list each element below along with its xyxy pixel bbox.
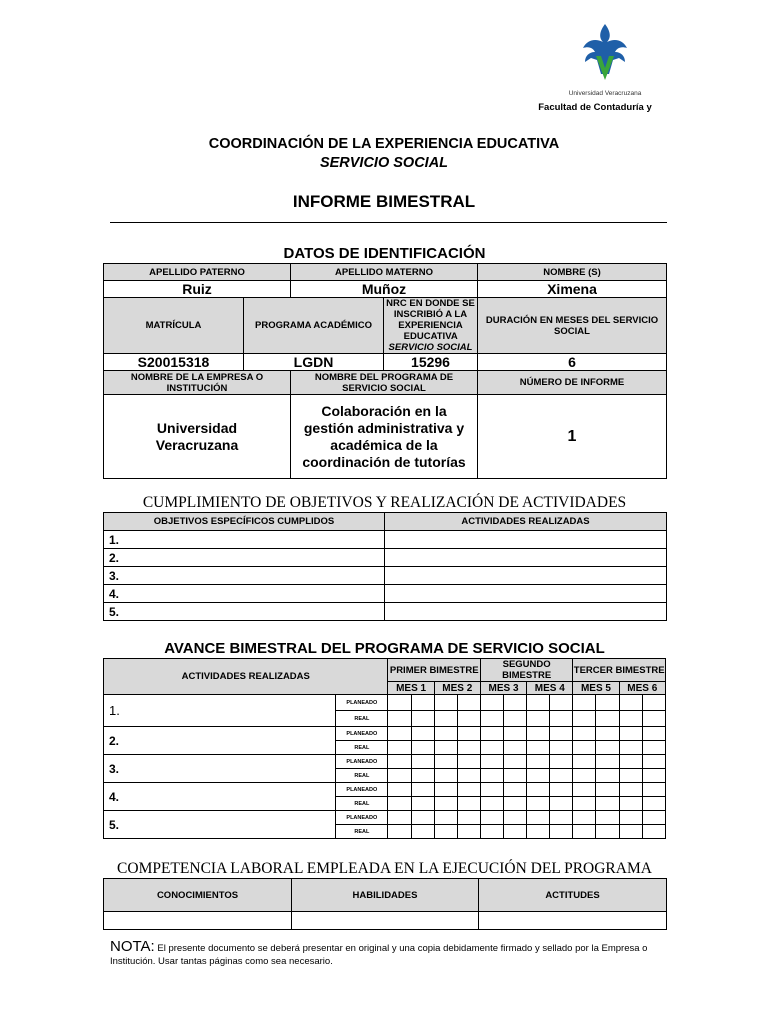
bimester-1-header: PRIMER BIMESTRE <box>388 659 480 682</box>
progress-week-cell <box>573 711 596 727</box>
progress-week-cell <box>573 811 596 825</box>
progress-week-cell <box>388 797 411 811</box>
planned-label: PLANEADO <box>336 727 388 741</box>
progress-week-cell <box>411 825 434 839</box>
progress-week-cell <box>411 755 434 769</box>
university-emblem-icon <box>577 22 633 84</box>
progress-week-cell <box>619 755 642 769</box>
progress-row <box>104 755 666 769</box>
progress-week-cell <box>550 783 573 797</box>
competence-table <box>103 878 667 930</box>
progress-week-cell <box>619 727 642 741</box>
progress-week-cell <box>388 695 411 711</box>
progress-week-cell <box>527 741 550 755</box>
progress-week-cell <box>388 711 411 727</box>
label-empresa: NOMBRE DE LA EMPRESA O INSTITUCIÓN <box>104 371 291 395</box>
competence-knowledge-cell <box>104 912 292 930</box>
progress-week-cell <box>434 711 457 727</box>
progress-week-cell <box>480 711 503 727</box>
progress-week-cell <box>388 811 411 825</box>
progress-week-cell <box>457 811 480 825</box>
progress-week-cell <box>480 695 503 711</box>
progress-week-cell <box>480 811 503 825</box>
progress-week-cell <box>480 727 503 741</box>
progress-week-cell <box>619 825 642 839</box>
progress-week-cell <box>480 741 503 755</box>
objective-activity-cell <box>385 603 667 621</box>
progress-week-cell <box>642 825 665 839</box>
report-title: INFORME BIMESTRAL <box>292 192 476 211</box>
progress-week-cell <box>596 755 619 769</box>
competence-skills-cell <box>292 912 479 930</box>
month-5-header: MES 5 <box>573 682 619 695</box>
planned-label: PLANEADO <box>336 783 388 797</box>
value-numero-informe: 1 <box>478 395 667 479</box>
label-nombre: NOMBRE (S) <box>478 264 667 281</box>
value-programa-ss: Colaboración en la gestión administrativa y académica de la coordinación de tutorías <box>291 395 478 479</box>
objective-number: 1. <box>104 531 385 549</box>
progress-week-cell <box>573 741 596 755</box>
objectives-col-header: OBJETIVOS ESPECÍFICOS CUMPLIDOS <box>104 513 385 531</box>
progress-week-cell <box>642 811 665 825</box>
footer-note <box>110 940 660 968</box>
progress-week-cell <box>550 695 573 711</box>
competence-attitudes-cell <box>479 912 667 930</box>
competence-skills-header: HABILIDADES <box>292 879 479 912</box>
objective-activity-cell <box>385 567 667 585</box>
real-label: REAL <box>336 741 388 755</box>
progress-week-cell <box>388 755 411 769</box>
progress-row <box>104 695 666 711</box>
progress-week-cell <box>434 741 457 755</box>
month-4-header: MES 4 <box>527 682 573 695</box>
progress-activity-number: 1. <box>104 695 336 727</box>
progress-week-cell <box>619 811 642 825</box>
progress-week-cell <box>504 825 527 839</box>
value-nombre: Ximena <box>478 281 667 298</box>
progress-week-cell <box>388 769 411 783</box>
progress-week-cell <box>411 769 434 783</box>
progress-week-cell <box>457 797 480 811</box>
label-nrc <box>384 298 478 354</box>
progress-week-cell <box>457 755 480 769</box>
progress-week-cell <box>457 695 480 711</box>
objective-number: 3. <box>104 567 385 585</box>
real-label: REAL <box>336 769 388 783</box>
progress-week-cell <box>388 741 411 755</box>
objective-row <box>104 585 667 603</box>
service-subtitle: SERVICIO SOCIAL <box>319 155 449 171</box>
progress-week-cell <box>457 825 480 839</box>
progress-week-cell <box>527 811 550 825</box>
progress-week-cell <box>434 811 457 825</box>
progress-week-cell <box>573 769 596 783</box>
bimester-3-header: TERCER BIMESTRE <box>573 659 666 682</box>
progress-week-cell <box>642 711 665 727</box>
activities-col-header: ACTIVIDADES REALIZADAS <box>385 513 667 531</box>
progress-week-cell <box>504 727 527 741</box>
label-nrc-text: NRC EN DONDE SE INSCRIBIÓ A LA EXPERIENCIA EDUCATIVA <box>386 298 475 342</box>
value-apellido-materno: Muñoz <box>291 281 478 298</box>
progress-week-cell <box>550 711 573 727</box>
progress-row <box>104 727 666 741</box>
progress-week-cell <box>434 825 457 839</box>
progress-week-cell <box>504 741 527 755</box>
progress-week-cell <box>550 811 573 825</box>
progress-week-cell <box>619 769 642 783</box>
progress-week-cell <box>434 783 457 797</box>
progress-week-cell <box>642 727 665 741</box>
progress-week-cell <box>434 797 457 811</box>
progress-week-cell <box>411 711 434 727</box>
objective-activity-cell <box>385 531 667 549</box>
progress-week-cell <box>619 783 642 797</box>
progress-week-cell <box>550 741 573 755</box>
real-label: REAL <box>336 825 388 839</box>
title-divider <box>110 222 667 223</box>
label-nrc-italic: SERVICIO SOCIAL <box>388 342 473 353</box>
progress-week-cell <box>388 783 411 797</box>
progress-week-cell <box>573 727 596 741</box>
value-duracion: 6 <box>478 354 667 371</box>
progress-week-cell <box>619 695 642 711</box>
label-apellido-materno: APELLIDO MATERNO <box>291 264 478 281</box>
progress-week-cell <box>434 769 457 783</box>
progress-activities-header: ACTIVIDADES REALIZADAS <box>104 659 388 695</box>
value-nrc: 15296 <box>384 354 478 371</box>
objectives-title: CUMPLIMIENTO DE OBJETIVOS Y REALIZACIÓN DE ACTIVIDADES <box>142 494 627 511</box>
progress-week-cell <box>619 741 642 755</box>
progress-week-cell <box>596 769 619 783</box>
progress-week-cell <box>642 695 665 711</box>
progress-week-cell <box>457 769 480 783</box>
progress-week-cell <box>480 769 503 783</box>
label-programa: PROGRAMA ACADÉMICO <box>244 298 384 354</box>
identification-table <box>103 263 667 479</box>
label-matricula: MATRÍCULA <box>104 298 244 354</box>
logo-faculty-name: Facultad de Contaduría y <box>538 102 652 113</box>
progress-week-cell <box>504 711 527 727</box>
progress-title: AVANCE BIMESTRAL DEL PROGRAMA DE SERVICIO SOCIAL <box>164 640 605 657</box>
objective-row <box>104 531 667 549</box>
progress-week-cell <box>596 727 619 741</box>
real-label: REAL <box>336 797 388 811</box>
progress-week-cell <box>504 783 527 797</box>
progress-week-cell <box>457 711 480 727</box>
objective-row <box>104 603 667 621</box>
progress-week-cell <box>388 727 411 741</box>
progress-week-cell <box>504 797 527 811</box>
competence-knowledge-header: CONOCIMIENTOS <box>104 879 292 912</box>
progress-week-cell <box>527 695 550 711</box>
progress-row <box>104 783 666 797</box>
progress-week-cell <box>642 769 665 783</box>
month-6-header: MES 6 <box>619 682 665 695</box>
progress-week-cell <box>642 783 665 797</box>
progress-week-cell <box>619 797 642 811</box>
progress-week-cell <box>550 755 573 769</box>
identification-title: DATOS DE IDENTIFICACIÓN <box>283 245 486 262</box>
progress-week-cell <box>457 783 480 797</box>
progress-week-cell <box>550 797 573 811</box>
progress-week-cell <box>480 783 503 797</box>
progress-week-cell <box>411 695 434 711</box>
progress-week-cell <box>527 825 550 839</box>
progress-week-cell <box>411 741 434 755</box>
progress-week-cell <box>527 769 550 783</box>
objective-row <box>104 549 667 567</box>
progress-week-cell <box>596 711 619 727</box>
objective-number: 5. <box>104 603 385 621</box>
progress-week-cell <box>550 825 573 839</box>
planned-label: PLANEADO <box>336 695 388 711</box>
progress-week-cell <box>504 811 527 825</box>
progress-week-cell <box>642 741 665 755</box>
progress-week-cell <box>388 825 411 839</box>
label-duracion: DURACIÓN EN MESES DEL SERVICIO SOCIAL <box>478 298 667 354</box>
logo-university-name: Universidad Veracruzana <box>568 90 642 97</box>
progress-week-cell <box>480 797 503 811</box>
progress-activity-number: 2. <box>104 727 336 755</box>
progress-table <box>103 658 666 839</box>
progress-week-cell <box>411 727 434 741</box>
university-logo <box>538 22 652 122</box>
objective-activity-cell <box>385 549 667 567</box>
progress-week-cell <box>480 825 503 839</box>
value-matricula: S20015318 <box>104 354 244 371</box>
progress-week-cell <box>596 811 619 825</box>
bimester-2-header: SEGUNDO BIMESTRE <box>480 659 572 682</box>
progress-week-cell <box>527 755 550 769</box>
progress-week-cell <box>504 695 527 711</box>
progress-activity-number: 5. <box>104 811 336 839</box>
competence-title: COMPETENCIA LABORAL EMPLEADA EN LA EJECUCIÓN DEL PROGRAMA <box>117 860 652 877</box>
progress-week-cell <box>434 755 457 769</box>
progress-week-cell <box>619 711 642 727</box>
progress-week-cell <box>550 769 573 783</box>
progress-week-cell <box>411 783 434 797</box>
objective-activity-cell <box>385 585 667 603</box>
progress-week-cell <box>434 695 457 711</box>
progress-activity-number: 3. <box>104 755 336 783</box>
progress-activity-number: 4. <box>104 783 336 811</box>
progress-week-cell <box>504 755 527 769</box>
objective-number: 4. <box>104 585 385 603</box>
progress-week-cell <box>642 797 665 811</box>
coordination-title: COORDINACIÓN DE LA EXPERIENCIA EDUCATIVA <box>208 136 560 152</box>
progress-week-cell <box>550 727 573 741</box>
planned-label: PLANEADO <box>336 811 388 825</box>
label-apellido-paterno: APELLIDO PATERNO <box>104 264 291 281</box>
progress-row <box>104 811 666 825</box>
progress-week-cell <box>596 797 619 811</box>
note-text: El presente documento se deberá presentar en original y una copia debidamente firmado y sellado por la Empresa o Institución. Usar tantas páginas como sea necesario. <box>110 943 648 967</box>
note-label: NOTA: <box>110 938 155 955</box>
month-3-header: MES 3 <box>480 682 526 695</box>
value-empresa: Universidad Veracruzana <box>104 395 291 479</box>
progress-week-cell <box>480 755 503 769</box>
progress-week-cell <box>434 727 457 741</box>
progress-week-cell <box>642 755 665 769</box>
progress-week-cell <box>596 741 619 755</box>
progress-week-cell <box>411 797 434 811</box>
progress-week-cell <box>573 755 596 769</box>
label-programa-ss: NOMBRE DEL PROGRAMA DE SERVICIO SOCIAL <box>291 371 478 395</box>
progress-week-cell <box>504 769 527 783</box>
objective-number: 2. <box>104 549 385 567</box>
progress-week-cell <box>457 741 480 755</box>
progress-week-cell <box>573 797 596 811</box>
progress-week-cell <box>527 727 550 741</box>
value-programa: LGDN <box>244 354 384 371</box>
objectives-table <box>103 512 667 621</box>
progress-week-cell <box>573 695 596 711</box>
progress-week-cell <box>573 825 596 839</box>
progress-week-cell <box>411 811 434 825</box>
label-numero-informe: NÚMERO DE INFORME <box>478 371 667 395</box>
progress-week-cell <box>573 783 596 797</box>
month-1-header: MES 1 <box>388 682 434 695</box>
progress-week-cell <box>596 825 619 839</box>
objective-row <box>104 567 667 585</box>
value-apellido-paterno: Ruiz <box>104 281 291 298</box>
progress-week-cell <box>527 783 550 797</box>
month-2-header: MES 2 <box>434 682 480 695</box>
progress-week-cell <box>457 727 480 741</box>
progress-week-cell <box>527 797 550 811</box>
real-label: REAL <box>336 711 388 727</box>
planned-label: PLANEADO <box>336 755 388 769</box>
progress-week-cell <box>596 783 619 797</box>
progress-week-cell <box>527 711 550 727</box>
progress-week-cell <box>596 695 619 711</box>
competence-attitudes-header: ACTITUDES <box>479 879 667 912</box>
